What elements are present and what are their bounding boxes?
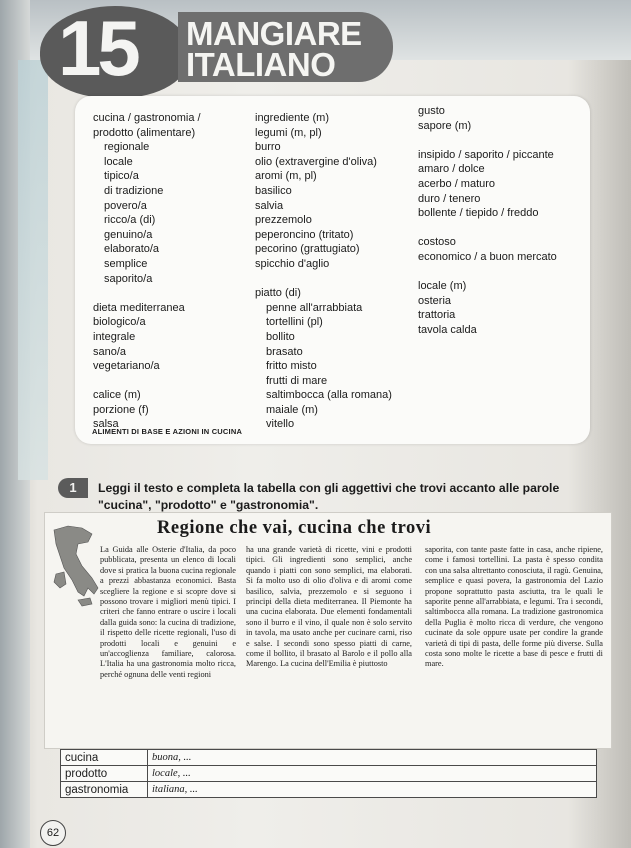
vocabulary-item: locale [104, 155, 133, 168]
vocabulary-item: genuino/a [104, 228, 153, 241]
vocabulary-item: sano/a [93, 345, 127, 358]
article-column-1-text: La Guida alle Osterie d'Italia, da poco pubblicata, presenta un elenco di locali dove si pratica la buona cucina regionale a prezzi abbastanza economici. Basta scegliere la regione e si scopre dove si possono trovare i migliori menù tipici. I criteri che fanno entrare o uscire i locali dalla guida sono: la cucina di tradizione, il rispetto delle ricette regionali, l'uso di prodotti locali e genuini e un'accoglienza familiare, calorosa. L'Italia ha una gastronomia molto ricca, perché ognuna delle venti regioni [100, 545, 236, 679]
vocabulary-item: piatto (di) [255, 287, 301, 300]
vocabulary-item: tortellini (pl) [266, 316, 323, 329]
vocabulary-spacer [418, 265, 557, 280]
vocabulary-item: semplice [104, 257, 148, 270]
vocabulary-item: basilico [255, 184, 292, 197]
vocabulary-column-3 [418, 104, 557, 338]
vocabulary-item: ricco/a (di) [104, 214, 156, 227]
vocabulary-item: povero/a [104, 199, 147, 212]
vocabulary-item: locale (m) [418, 280, 467, 293]
vocabulary-item: sapore (m) [418, 119, 472, 132]
vocabulary-item: maiale (m) [266, 403, 318, 416]
vocabulary-item: prezzemolo [255, 214, 312, 227]
vocabulary-item: brasato [266, 345, 303, 358]
vocabulary-item: di tradizione [104, 184, 164, 197]
vocabulary-item: dieta mediterranea [93, 301, 185, 314]
vocabulary-item: trattoria [418, 309, 456, 322]
vocabulary-item: prodotto (alimentare) [93, 126, 196, 139]
answer-cell[interactable]: italiana, ... [148, 782, 597, 798]
vocabulary-item: peperoncino (tritato) [255, 228, 354, 241]
table-row [61, 766, 597, 782]
article-column-1 [100, 545, 236, 680]
vocabulary-item: osteria [418, 294, 452, 307]
vocabulary-item: amaro / dolce [418, 163, 485, 176]
chapter-title [186, 15, 362, 83]
vocabulary-spacer [93, 286, 201, 301]
vocabulary-item: bollente / tiepido / freddo [418, 207, 539, 220]
exercise-instruction: Leggi il testo e completa la tabella con gli aggettivi che trovi accanto alle parole "cucina", "prodotto" e "gastronomia". [98, 481, 560, 512]
vocabulary-item: integrale [93, 330, 136, 343]
vocabulary-item: vitello [266, 418, 295, 431]
chapter-number: 15 [58, 4, 137, 92]
vocabulary-item: spicchio d'aglio [255, 257, 330, 270]
vocabulary-item: cucina / gastronomia / [93, 112, 201, 124]
vocabulary-item: ingrediente (m) [255, 112, 329, 124]
left-photo-strip [18, 60, 48, 480]
vocabulary-item: vegetariano/a [93, 360, 160, 373]
vocabulary-spacer [418, 133, 557, 148]
vocabulary-spacer [93, 374, 201, 389]
italy-map-icon [48, 522, 102, 632]
answer-table [60, 749, 597, 798]
article-column-2-text: ha una grande varietà di ricette, vini e prodotti tipici. Gli ingredienti sono semplici, anche quando i piatti con sono semplici, ma elaborati. Si fa molto uso di olio d'oliva e di aromi come basilico, salvia, prezzemolo e si seguono i principi della dieta mediterranea. Il Piemonte ha una cucina elaborata. Due elementi fondamentali sono il burro e il vino, il quale non è solo servito in tavola, ma usato anche per cucinare carni, riso e salse. I secondi sono spesso piatti di carne, come il bollito, il brasato al Barolo e il pollo alla Marengo. La cucina dell'Emilia è piuttosto [246, 545, 412, 669]
vocabulary-item: duro / tenero [418, 192, 481, 205]
article-column-3 [425, 545, 603, 670]
vocabulary-column-1 [93, 111, 201, 432]
vocabulary-spacer [255, 272, 392, 287]
table-row [61, 750, 597, 766]
row-label: gastronomia [61, 782, 148, 798]
vocabulary-item: tipico/a [104, 170, 139, 183]
article-title: Regione che vai, cucina che trovi [157, 518, 432, 538]
page-number: 62 [40, 820, 66, 846]
chapter-title-line1: MANGIARE [186, 15, 362, 52]
table-row [61, 782, 597, 798]
vocabulary-spacer [418, 221, 557, 236]
vocabulary-item: fritto misto [266, 360, 317, 373]
vocabulary-item: biologico/a [93, 316, 146, 329]
vocabulary-item: burro [255, 141, 281, 154]
row-label: prodotto [61, 766, 148, 782]
answer-cell[interactable]: buona, ... [148, 750, 597, 766]
vocabulary-item: costoso [418, 236, 456, 249]
vocabulary-item: salsa [93, 418, 119, 431]
vocabulary-item: pecorino (grattugiato) [255, 243, 360, 256]
row-label: cucina [61, 750, 148, 766]
vocabulary-item: saltimbocca (alla romana) [266, 389, 392, 402]
vocabulary-item: economico / a buon mercato [418, 250, 557, 263]
chapter-title-line2: ITALIANO [186, 46, 336, 83]
vocabulary-item: frutti di mare [266, 374, 328, 387]
vocabulary-item: calice (m) [93, 389, 141, 402]
answer-cell[interactable]: locale, ... [148, 766, 597, 782]
vocabulary-item: olio (extravergine d'oliva) [255, 155, 377, 168]
exercise-number: 1 [58, 478, 88, 498]
vocabulary-item: aromi (m, pl) [255, 170, 317, 183]
vocabulary-item: porzione (f) [93, 403, 149, 416]
article-column-2 [246, 545, 412, 670]
vocabulary-item: elaborato/a [104, 243, 160, 256]
vocabulary-item: gusto [418, 105, 445, 117]
vocabulary-item: penne all'arrabbiata [266, 301, 363, 314]
vocabulary-item: tavola calda [418, 323, 477, 336]
vocabulary-item: bollito [266, 330, 295, 343]
vocabulary-item: acerbo / maturo [418, 177, 496, 190]
article-column-3-text: saporita, con tante paste fatte in casa, anche ripiene, come i famosi tortellini. La pasta è spesso condita con una salsa altrettanto conosciuta, il ragù. Genuina, semplice e quasi povera, la gastronomia del Lazio propone soprattutto pasta asciutta, tra le quali le saporite penne all'arrabbiata, e legumi. Tra i secondi, saltimbocca alla romana. La tradizione gastronomica della Puglia è molto ricca di verdure, che vengono cucinate da sole oppure usate per condire la grande varietà di tipi di pasta, delle forme più diverse. Sulla costa sono molte le ricette a base di pesce e frutti di mare. [425, 545, 603, 669]
vocabulary-item: insipido / saporito / piccante [418, 148, 554, 161]
vocabulary-item: legumi (m, pl) [255, 126, 322, 139]
vocabulary-item: salvia [255, 199, 284, 212]
vocabulary-item: regionale [104, 141, 150, 154]
vocabulary-item: saporito/a [104, 272, 153, 285]
vocabulary-box-footer: ALIMENTI DI BASE E AZIONI IN CUCINA [92, 427, 243, 436]
vocabulary-column-2 [255, 111, 392, 432]
